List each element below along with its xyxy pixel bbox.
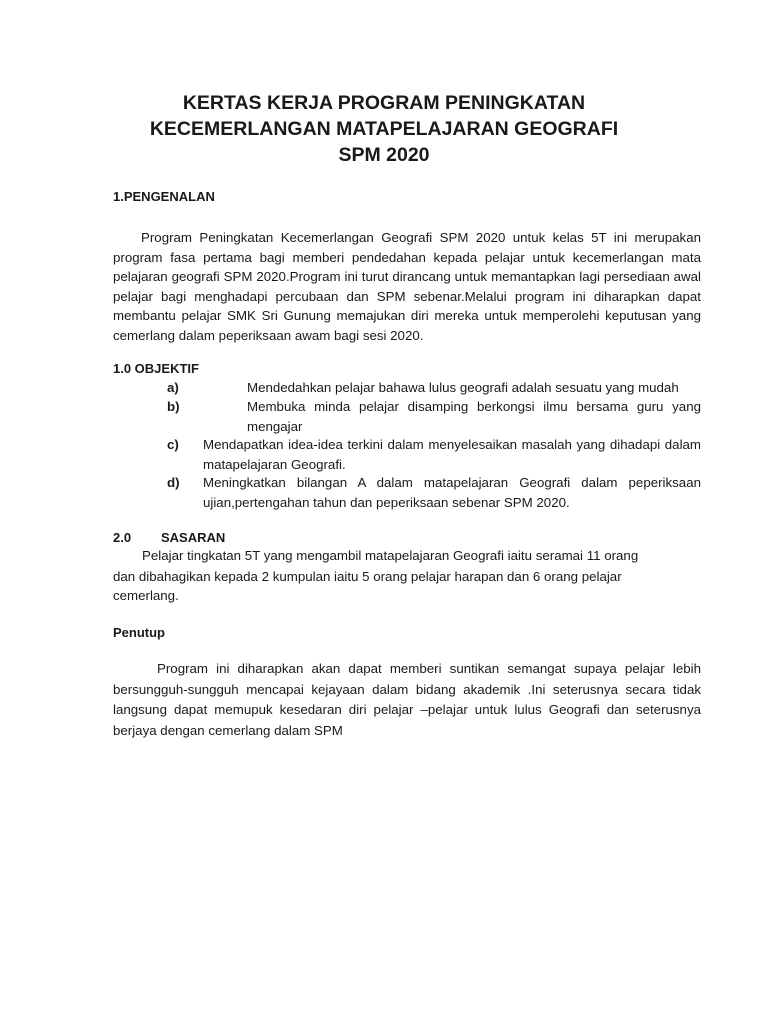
objektif-heading: 1.0 OBJEKTIF	[113, 361, 199, 376]
title-line-1: KERTAS KERJA PROGRAM PENINGKATAN	[182, 92, 586, 114]
objektif-item-a-text: Mendedahkan pelajar bahawa lulus geografi adalah sesuatu yang mudah	[247, 380, 679, 395]
title-line-2: KECEMERLANGAN MATAPELAJARAN GEOGRAFI	[149, 118, 619, 140]
penutup-heading: Penutup	[113, 625, 165, 640]
pengenalan-paragraph	[113, 228, 701, 346]
document-title	[0, 90, 768, 168]
objektif-item-c-text: Mendapatkan idea-idea terkini dalam menyelesaikan masalah yang dihadapi dalam matapelajaran Geografi.	[203, 437, 701, 472]
objektif-item-d-text: Meningkatkan bilangan A dalam matapelajaran Geografi dalam peperiksaan ujian,pertengahan tahun dan peperiksaan sebenar SPM 2020.	[203, 475, 701, 510]
pengenalan-text: Program Peningkatan Kecemerlangan Geografi SPM 2020 untuk kelas 5T ini merupakan program fasa pertama bagi memberi pendedahan kepada pelajar untuk kecemerlangan mata pelajaran geografi SPM 2020.Program ini turut dirancang untuk memantapkan lagi persediaan awal pelajar bagi menghadapi percubaan dan SPM sebenar.Melalui program ini diharapkan dapat membantu pelajar SMK Sri Gunung memajukan diri mereka untuk memperolehi keputusan yang cemerlang dalam peperiksaan awam bagi sesi 2020.	[113, 230, 701, 343]
sasaran-heading: SASARAN	[161, 530, 226, 545]
title-line-3: SPM 2020	[338, 144, 430, 166]
objektif-item-d-letter: d)	[167, 475, 180, 490]
objektif-item-c-letter: c)	[167, 437, 179, 452]
pengenalan-heading: 1.PENGENALAN	[113, 189, 215, 204]
objektif-item-b-letter: b)	[167, 399, 180, 414]
sasaran-line-3: cemerlang.	[113, 588, 179, 603]
objektif-item-a-letter: a)	[167, 380, 179, 395]
penutup-text: Program ini diharapkan akan dapat memberi suntikan semangat supaya pelajar lebih bersungguh-sungguh mencapai kejayaan dalam bidang akademik .Ini seterusnya secara tidak langsung dapat memupuk kesedaran diri pelajar –pelajar untuk lulus Geografi dan seterusnya berjaya dengan cemerlang dalam SPM	[113, 661, 701, 738]
sasaran-line-1: Pelajar tingkatan 5T yang mengambil matapelajaran Geografi iaitu seramai 11 orang	[142, 548, 639, 563]
sasaran-line-2: dan dibahagikan kepada 2 kumpulan iaitu 5 orang pelajar harapan dan 6 orang pelajar	[113, 569, 622, 584]
sasaran-number: 2.0	[113, 530, 132, 545]
penutup-paragraph	[113, 659, 701, 741]
objektif-item-b-text: Membuka minda pelajar disamping berkongsi ilmu bersama guru yang mengajar	[247, 399, 701, 434]
